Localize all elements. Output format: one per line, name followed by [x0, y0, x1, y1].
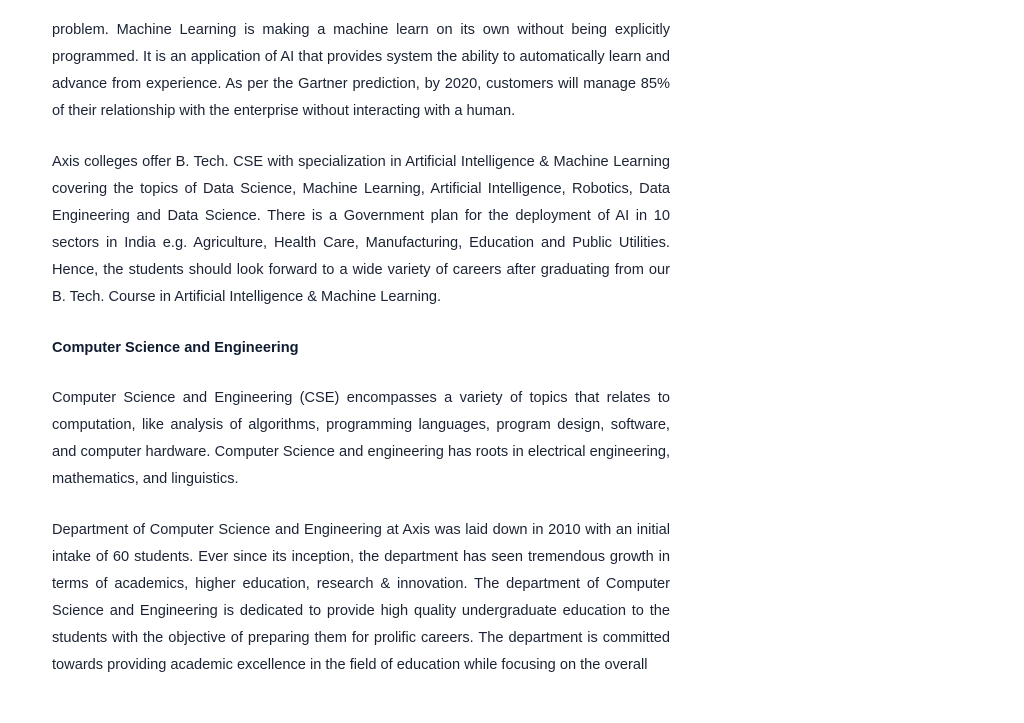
section-heading-cse: Computer Science and Engineering	[52, 340, 299, 356]
article-body	[52, 17, 670, 703]
paragraph-cse-definition: Computer Science and Engineering (CSE) encompasses a variety of topics that relates to computation, like analysis of algorithms, programming languages, program design, software, and computer hardware. Computer Science and engineering has roots in electrical engineering, mathematics, and linguistics.	[52, 390, 670, 487]
paragraph-cse-department: Department of Computer Science and Engineering at Axis was laid down in 2010 with an initial intake of 60 students. Ever since its inception, the department has seen tremendous growth in terms of academics, higher education, research & innovation. The department of Computer Science and Engineering is dedicated to provide high quality undergraduate education to the students with the objective of preparing them for prolific careers. The department is committed towards providing academic excellence in the field of education while focusing on the overall	[52, 522, 670, 673]
paragraph-btech-ai-ml: Axis colleges offer B. Tech. CSE with specialization in Artificial Intelligence & Machine Learning covering the topics of Data Science, Machine Learning, Artificial Intelligence, Robotics, Data Engineering and Data Science. There is a Government plan for the deployment of AI in 10 sectors in India e.g. Agriculture, Health Care, Manufacturing, Education and Public Utilities. Hence, the students should look forward to a wide variety of careers after graduating from our B. Tech. Course in Artificial Intelligence & Machine Learning.	[52, 154, 670, 305]
paragraph-ml-intro: problem. Machine Learning is making a machine learn on its own without being explicitly programmed. It is an application of AI that provides system the ability to automatically learn and advance from experience. As per the Gartner prediction, by 2020, customers will manage 85% of their relationship with the enterprise without interacting with a human.	[52, 22, 670, 119]
